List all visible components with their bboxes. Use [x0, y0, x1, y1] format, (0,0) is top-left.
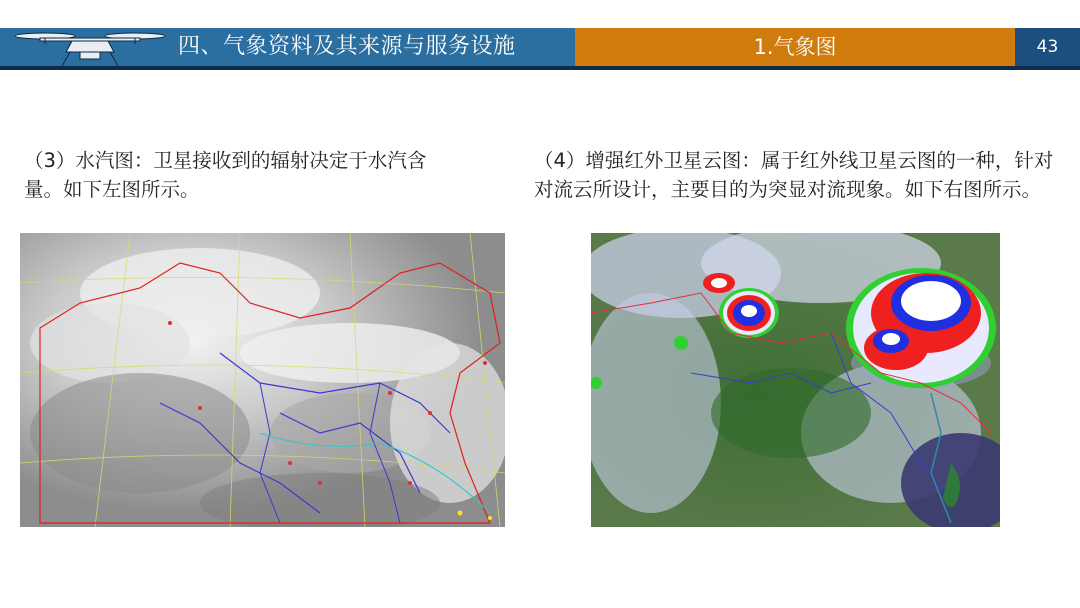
enhanced-ir-cloud-image — [591, 233, 1000, 527]
water-vapor-description: （3）水汽图：卫星接收到的辐射决定于水汽含量。如下左图所示。 — [24, 149, 427, 201]
section-title: 四、气象资料及其来源与服务设施 — [178, 34, 516, 59]
water-vapor-image — [20, 233, 505, 527]
page-number: 43 — [1036, 37, 1059, 57]
enhanced-ir-description: （4）增强红外卫星云图：属于红外线卫星云图的一种，针对对流云所设计，主要目的为突显对流现象。如下右图所示。 — [534, 149, 1054, 201]
slide-header — [0, 28, 1080, 68]
subsection-title: 1.气象图 — [753, 35, 837, 59]
drone-logo-icon — [10, 26, 170, 70]
